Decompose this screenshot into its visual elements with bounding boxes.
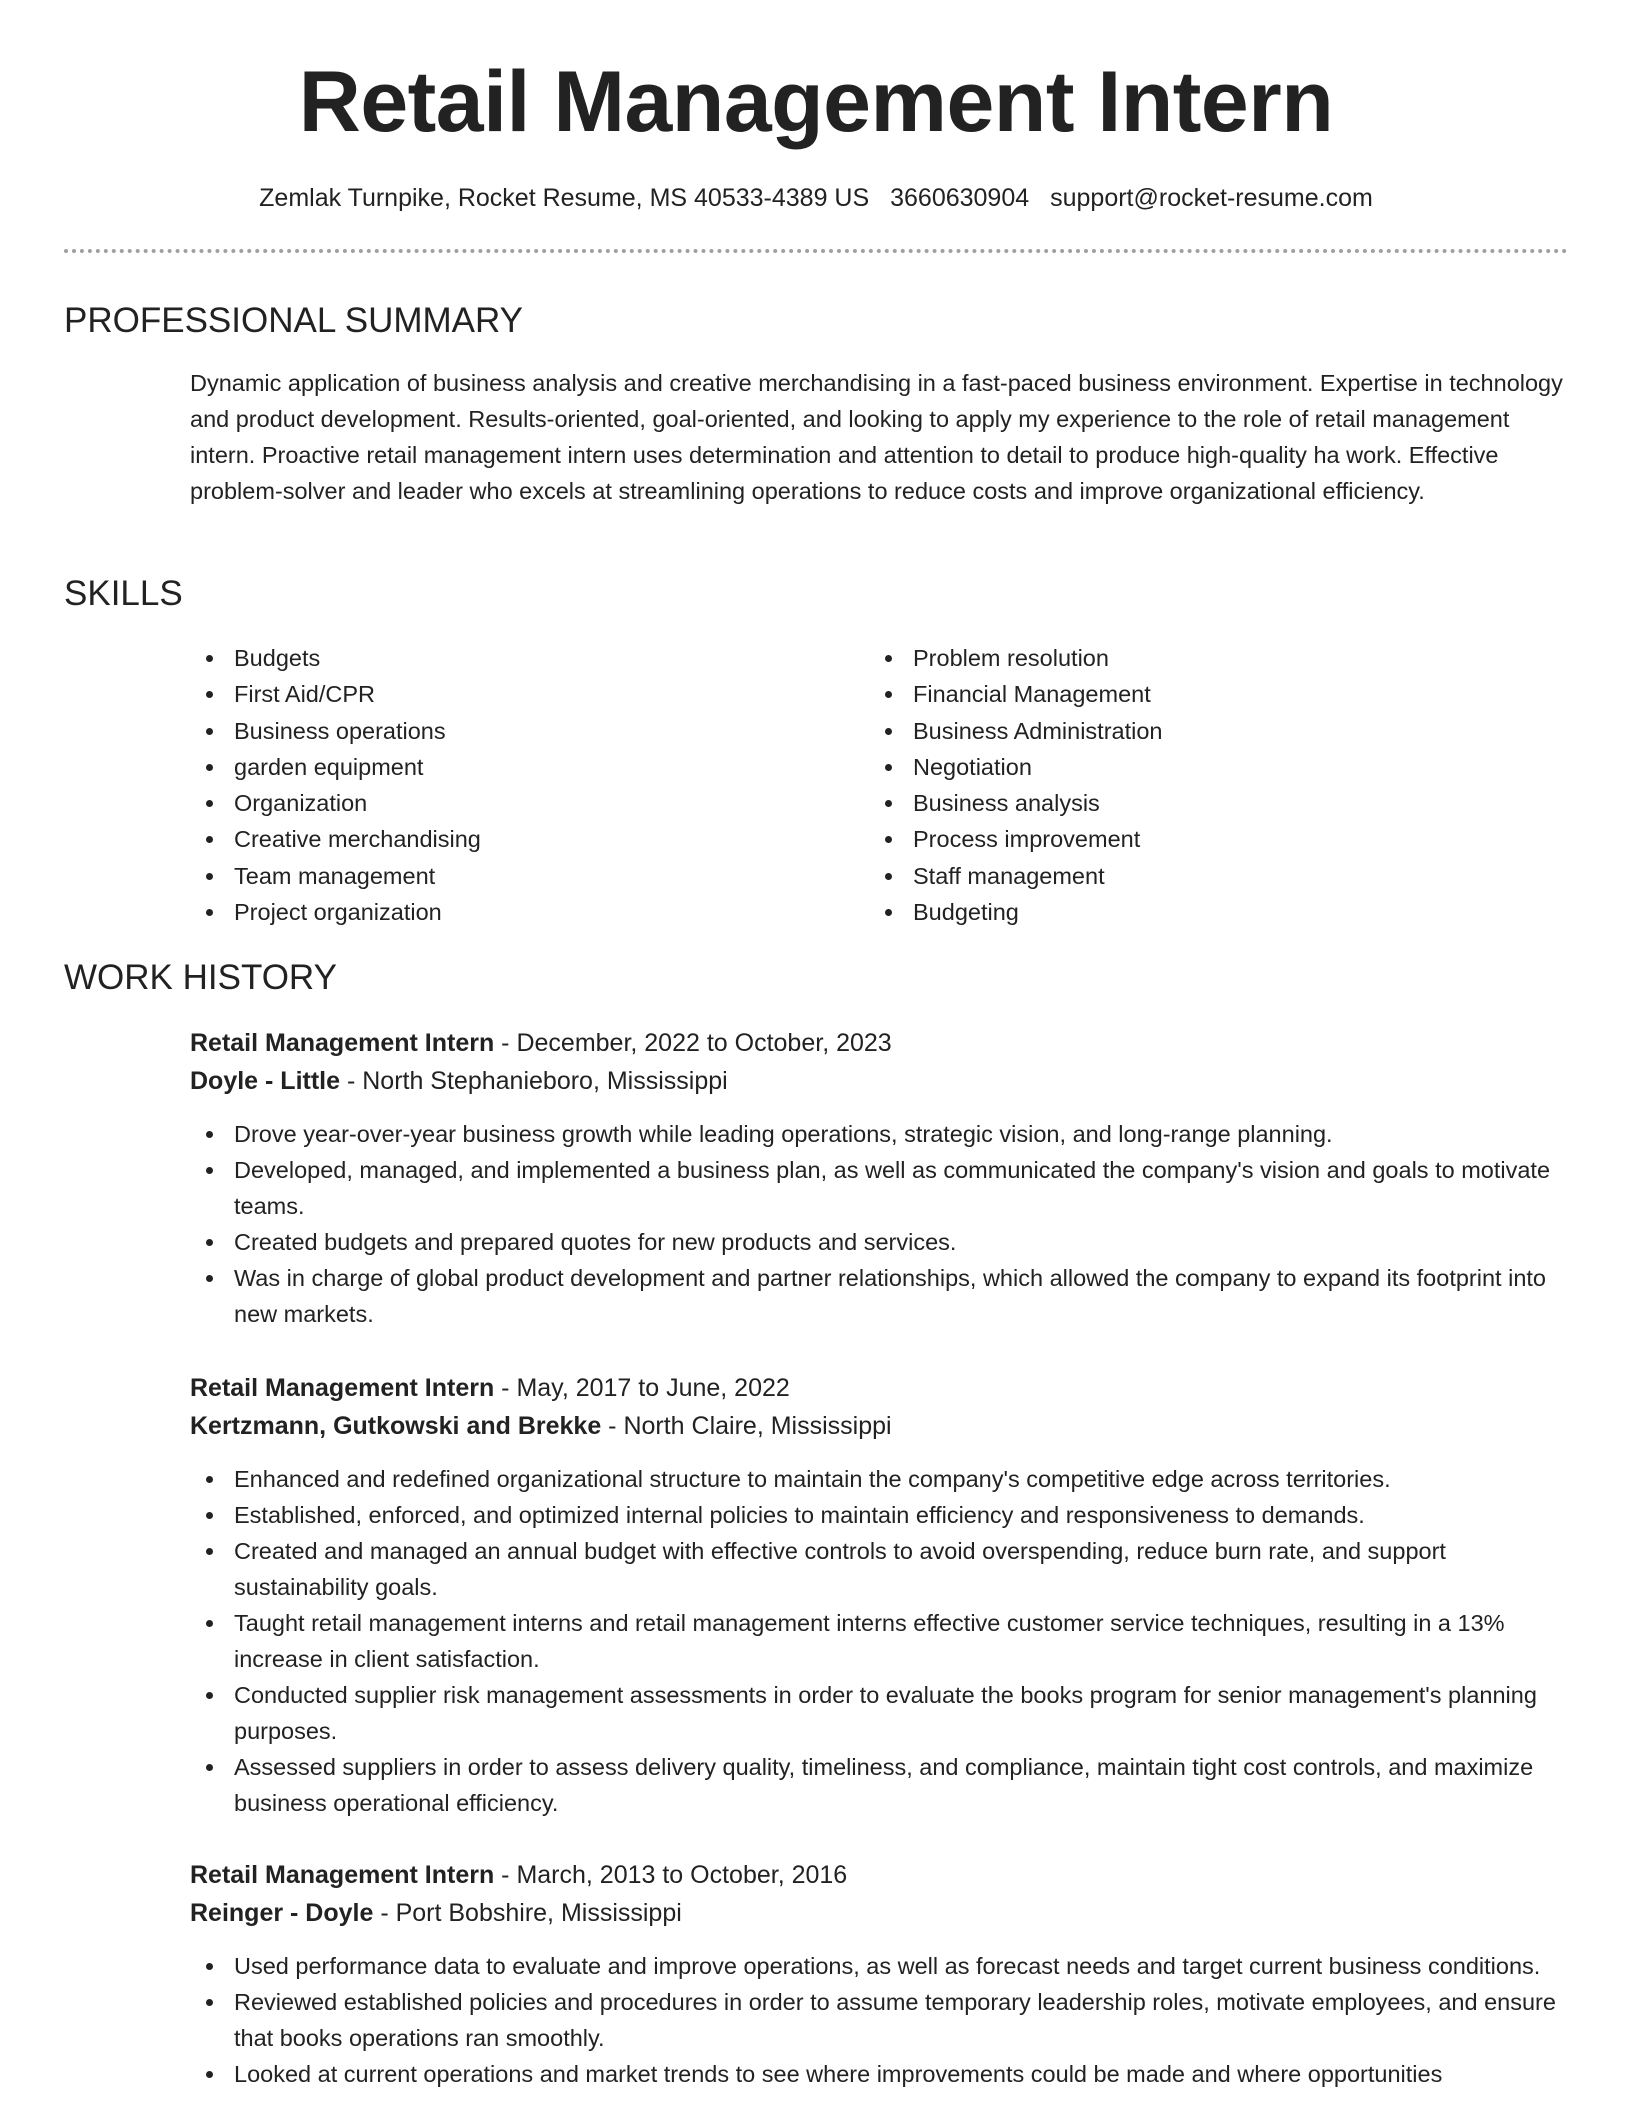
job-bullet: Conducted supplier risk management assessments in order to evaluate the books program for senior management's planning purposes.: [190, 1677, 1570, 1749]
skill-item: garden equipment: [190, 749, 830, 785]
job-bullet: Reviewed established policies and procedures in order to assume temporary leadership roles, motivate employees, and ensure that books operations ran smoothly.: [190, 1984, 1570, 2056]
skill-item: First Aid/CPR: [190, 676, 830, 712]
job-bullet: Enhanced and redefined organizational structure to maintain the company's competitive edge across territories.: [190, 1461, 1570, 1497]
contact-email: support@rocket-resume.com: [1050, 184, 1373, 212]
skill-item: Creative merchandising: [190, 821, 830, 857]
job-bullets: [190, 1461, 1570, 1821]
job-entry: [190, 1024, 1570, 1332]
job-company: Kertzmann, Gutkowski and Brekke: [190, 1412, 602, 1440]
skills-list-left: [190, 640, 830, 930]
job-bullet: Assessed suppliers in order to assess delivery quality, timeliness, and compliance, maintain tight cost controls, and maximize business operational efficiency.: [190, 1749, 1570, 1821]
job-title-line: [190, 1369, 1570, 1407]
job-entry: [190, 1369, 1570, 1821]
job-bullet: Established, enforced, and optimized internal policies to maintain efficiency and responsiveness to demands.: [190, 1497, 1570, 1533]
skill-item: Organization: [190, 785, 830, 821]
skill-item: Team management: [190, 858, 830, 894]
summary-heading: PROFESSIONAL SUMMARY: [64, 301, 523, 340]
job-bullets: [190, 1116, 1570, 1332]
job-location: - North Claire, Mississippi: [601, 1412, 892, 1440]
job-bullet: Drove year-over-year business growth while leading operations, strategic vision, and long-range planning.: [190, 1116, 1570, 1152]
job-role: Retail Management Intern: [190, 1374, 495, 1402]
job-company: Doyle - Little: [190, 1067, 341, 1095]
skill-item: Project organization: [190, 894, 830, 930]
job-dates: - March, 2013 to October, 2016: [494, 1861, 848, 1889]
skill-item: Financial Management: [869, 676, 1509, 712]
skill-item: Process improvement: [869, 821, 1509, 857]
job-location: - Port Bobshire, Mississippi: [373, 1899, 682, 1927]
job-role: Retail Management Intern: [190, 1861, 495, 1889]
skill-item: Budgets: [190, 640, 830, 676]
skill-item: Business operations: [190, 713, 830, 749]
skill-item: Negotiation: [869, 749, 1509, 785]
job-location: - North Stephanieboro, Mississippi: [340, 1067, 728, 1095]
job-company-line: [190, 1062, 1570, 1100]
job-company: Reinger - Doyle: [190, 1899, 374, 1927]
skill-item: Business Administration: [869, 713, 1509, 749]
job-dates: - December, 2022 to October, 2023: [494, 1029, 892, 1057]
skill-item: Staff management: [869, 858, 1509, 894]
summary-text: Dynamic application of business analysis and creative merchandising in a fast-paced business environment. Expertise in technology and product development. Results-oriented, goal-oriented, and looking to apply my experience to the role of retail management intern. Proactive retail management intern uses determination and attention to detail to produce high-quality ha work. Effective problem-solver and leader who excels at streamlining operations to reduce costs and improve organizational efficiency.: [190, 370, 1563, 504]
job-title-line: [190, 1856, 1570, 1894]
job-entry: [190, 1856, 1570, 2092]
job-bullets: [190, 1948, 1570, 2092]
header-divider: [64, 249, 1568, 253]
job-bullet: Was in charge of global product development and partner relationships, which allowed the company to expand its footprint into new markets.: [190, 1260, 1570, 1332]
contact-address: Zemlak Turnpike, Rocket Resume, MS 40533-4389 US: [259, 184, 870, 212]
job-company-line: [190, 1407, 1570, 1445]
candidate-name: Retail Management Intern: [298, 54, 1334, 150]
skill-item: Business analysis: [869, 785, 1509, 821]
skills-list-right: [869, 640, 1509, 930]
skills-heading: SKILLS: [64, 574, 183, 613]
contact-phone: 3660630904: [890, 184, 1030, 212]
contact-info: [0, 181, 1632, 215]
job-bullet: Taught retail management interns and retail management interns effective customer service techniques, resulting in a 13% increase in client satisfaction.: [190, 1605, 1570, 1677]
work-history-heading: WORK HISTORY: [64, 958, 337, 997]
job-title-line: [190, 1024, 1570, 1062]
job-dates: - May, 2017 to June, 2022: [494, 1374, 790, 1402]
job-role: Retail Management Intern: [190, 1029, 495, 1057]
job-bullet: Developed, managed, and implemented a business plan, as well as communicated the company's vision and goals to motivate teams.: [190, 1152, 1570, 1224]
skill-item: Budgeting: [869, 894, 1509, 930]
skill-item: Problem resolution: [869, 640, 1509, 676]
job-bullet: Created and managed an annual budget with effective controls to avoid overspending, reduce burn rate, and support sustainability goals.: [190, 1533, 1570, 1605]
job-bullet: Created budgets and prepared quotes for new products and services.: [190, 1224, 1570, 1260]
job-company-line: [190, 1894, 1570, 1932]
job-bullet: Used performance data to evaluate and improve operations, as well as forecast needs and target current business conditions.: [190, 1948, 1570, 1984]
job-bullet: Looked at current operations and market trends to see where improvements could be made and where opportunities: [190, 2056, 1570, 2092]
